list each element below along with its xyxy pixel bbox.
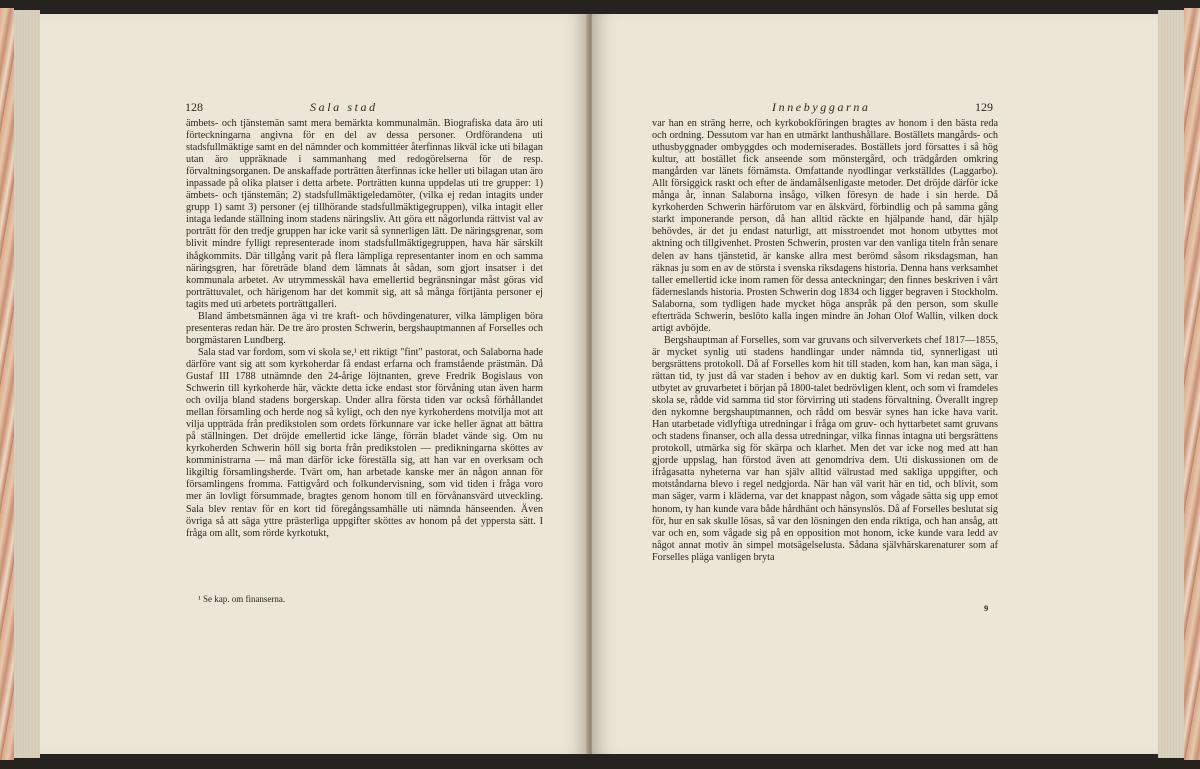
signature-mark: 9 (984, 603, 989, 613)
marbled-edge-right (1184, 8, 1200, 760)
paragraph: Bland ämbetsmännen äga vi tre kraft- och hövdingenaturer, vilka lämpligen böra presenteras redan här. De tre äro prosten Schwerin, bergshauptmannen af Forselles och borgmästaren Lundberg. (186, 310, 543, 346)
right-page-body (652, 118, 998, 564)
paragraph: Bergshauptman af Forselles, som var gruvans och silververkets chef 1817—1855, är mycket synlig uti stadens handlingar under nämnda tid, synnerligast uti bergsrättens protokoll. Då af Forselles kom hit till staden, kom han, kan man säga, i rättan tid, ty just då var staden i behov av en duktig karl. Som vi redan sett, var utbytet av gruvarbetet i början på 1800-talet bedrövligen klent, och som vi framdeles skola se, rådde vid samma tid stor förvirring uti stadens förvaltning. Överallt ingrep den nykomne bergshauptmannen, och rådd om besvär synes han icke hava varit. Han utarbetade vidlyftiga utredningar i fråga om gruv- och hyttarbetet samt gruvans och stadens finanser, och alla dessa utredningar, vilka finnas intagna uti bergsrättens protokoll, utmärka sig för skärpa och klarhet. Men det var icke nog med att han gjorde uppslag, han förstod även att genomdriva dem. Uti diskussionen om de ifrågasatta nyheterna var han själv alltid välrustad med sakliga uppgifter, och motståndarna blevo i regel nedgjorda. När han väl varit här en tid, och blivit, som man säger, varm i kläderna, var det knappast någon, som vågade sätta sig upp emot honom, ty han kunde vara både hårdhänt och hänsynslös. Då af Forselles beslutat sig för, hur en sak skulle lösas, så var den lösningen den enda riktiga, och han ansåg, att var och en, som vågade sig på en opposition mot honom, icke kunde vara ledd av något annat motiv än simpel motsägelselusta. Sådana självhärskarenaturer som af Forselles pläga vanligen bryta (652, 334, 999, 563)
page-edges-right (1158, 10, 1184, 758)
paragraph: Sala stad var fordom, som vi skola se,¹ ett riktigt "fint" pastorat, och Salaborna hade därföre vant sig att som kyrkoherdar få endast erfarna och framstående prästmän. Då Gustaf III 1788 utnämnde den 24-årige löjtnanten, greve Fredrik Bogislaus von Schwerin till kyrkoherde här, väckte detta icke endast stor förvåning utan även harm och ovilja bland stadens borgerskap. Under allra första tiden var också förhållandet mellan församling och herde nog så kyligt, och den nye kyrkoherdens motvilja mot att vilja uppträda från predikstolen som ordets förkunnare var icke heller ägnat att bättra på ställningen. Det dröjde emellertid icke länge, förrän bladet vände sig. Om nu kyrkoherden Schwerin höll sig borta från predikstolen — predikningarna sköttes av komministrarna — må man därför icke föreställa sig, att han var en overksam och likgiltig församlingsherde. Tvärt om, han arbetade kanske mer än någon annan för församlingens fromma. Fattigvård och folkundervisning, som vid tiden i fråga voro mer än lovligt försummade, bragtes genom honom till en förvånansvärd utveckling. Sala blev rentav för en kort tid föregångssamhälle uti nämnda hänseenden. Även övriga så att säga yttre prästerliga uppgifter sköttes av honom på det yppersta sätt. I fråga om allt, som rörde kyrkotukt, (186, 346, 543, 539)
marbled-edge-left (0, 8, 14, 760)
paragraph: ämbets- och tjänstemän samt mera bemärkta kommunalmän. Biografiska data äro uti förteckningarna angivna för en del av dessa personer. Ordförandena uti stadsfullmäktige samt en del nämnder och kommittéer återfinnas likväl icke uti bilagan utan äro uppräknade i sammanhang med redogörelserna för de resp. förvaltningsorganen. De anskaffade porträtten återfinnas icke heller uti bilagan utan äro inpassade på olika platser i detta arbete. Porträtten kunna uppdelas uti tre grupper: 1) ämbets- och tjänstemän; 2) stadsfullmäktigeledamöter, (vilka ej redan intagits under grupp 1) samt 3) personer (ej tillhörande stadsfullmäktigegruppen), vilka intagit eller intaga ledande ställning inom stadens näringsliv. Att göra ett någorlunda rättvist val av porträtt för den tredje gruppen har icke varit så synnerligen lätt. De näringsgrenar, som blivit mindre fylligt representerade inom stadsfullmäktigegruppen, hava här särskilt ihågkommits. Där tillgång varit på flera lämpliga representanter inom en och samma näringsgren, har företräde bland dem lämnats åt sådan, som gjort insatser i det kommunala arbetet. Av utrymmesskäl hava emellertid begränsningar måst göras vid porträttuvalet, och härigenom har det kommit sig, att så många förtjänta personer ej tagits med uti arbetets porträttgalleri. (186, 118, 543, 310)
page-edges-left (14, 10, 40, 758)
left-page (40, 14, 588, 754)
right-page (592, 14, 1158, 754)
right-running-head: Innebyggarna (772, 100, 871, 114)
footnote: ¹ Se kap. om finanserna. (198, 594, 286, 604)
paragraph: var han en sträng herre, och kyrkobokföringen bragtes av honom i den bästa reda och ordning. Dessutom var han en utmärkt lanthushållare. Boställets mangårds- och uthusbyggnader ombyggdes och moderniserades. Boställets jord försattes i så hög kultur, att bostället fick anseende som mönstergård, och trädgården omkring mangården var länets förnämsta. Omfattande nyodlingar verkställdes (Laggarbo). Allt försiggick raskt och efter de ändamålsenligaste metoder. Det dröjde därför icke många år, innan Salaborna insågo, vilken föresyn de hade i sin herde. Då kyrkoherden Schwerin härförutom var en älskvärd, förbindlig och på samma gång starkt imponerande person, då han alltid räckte en hjälpande hand, där hjälp behövdes, är det ju endast naturligt, att misstroendet mot honom utbyttes mot aktning och tillgivenhet. Prosten Schwerin, prosten var den vanliga titeln från senare delen av hans tjänstetid, är kanske allra mest berömd såsom riksdagsman, han räknas ju som en av de största i svenska riksdagens historia. Denna hans verksamhet taller emellertid icke inom ramen för dessa anteckningar; den finnes beskriven i vårt fäderneslands historia. Prosten Schwerin dog 1834 och ligger begraven i Stockholm. Salaborna, som tydligen hade mycket höga anspråk på den person, som skulle efterträda Schwerin, beslöto kalla ingen mindre än Johan Olof Wallin, vilken dock artigt avböjde. (652, 118, 998, 334)
left-running-head: Sala stad (310, 100, 378, 114)
left-page-number: 128 (185, 100, 203, 114)
right-page-number: 129 (975, 100, 993, 114)
left-page-body (186, 118, 543, 540)
